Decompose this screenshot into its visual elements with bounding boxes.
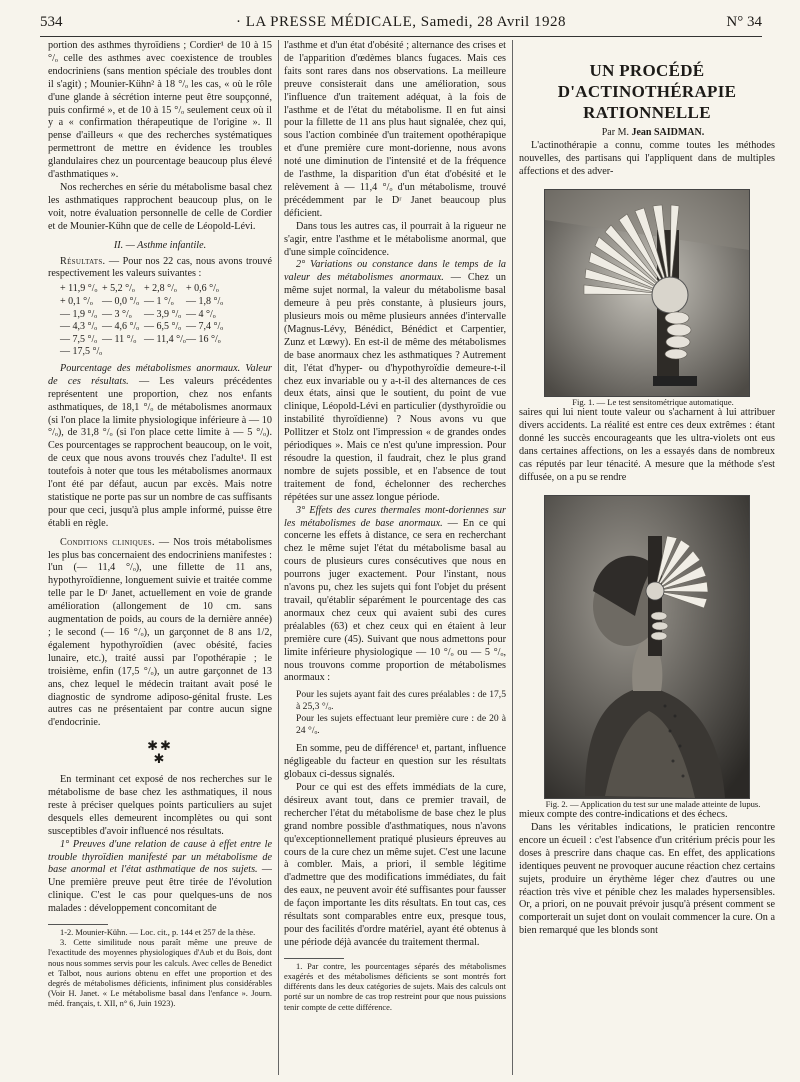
column-1 — [48, 40, 272, 1080]
column-divider — [512, 40, 513, 1075]
table-row — [60, 334, 272, 347]
table-cell: — 1,8 °/ₒ — [186, 295, 224, 307]
paragraph-text: — Une première preuve peut être tirée de l'évolution clinique. C'est le cas pour quelques-uns de nos malades : développement concomitant de — [48, 864, 272, 915]
table-cell: — 4,6 °/ₒ — [102, 321, 140, 333]
run-in-label: 1° Preuves d'une relation de cause à effet entre le trouble thyroïdien manifesté par un métabolisme de base anormal et l'état asthmatique de nos sujets. — [48, 838, 272, 876]
table-row — [60, 321, 272, 334]
table-cell: — 16 °/ₒ — [186, 333, 221, 345]
paragraph: L'actinothérapie a connu, comme toutes les méthodes nouvelles, des partisans qui l'appliquent dans de multiples affections et des adver- — [519, 139, 775, 177]
paragraph: Nos recherches en série du métabolisme basal chez les asthmatiques rapprochent beaucoup plus, on le voit, notre évaluation personnelle de celle de Cordier et de Mounier-Kühn que de celle de Léopold-Lévi. — [48, 181, 272, 232]
author-name: Jean SAIDMAN. — [631, 127, 705, 138]
paragraph: En terminant cet exposé de nos recherches sur le métabolisme de base chez les asthmatiques, il nous reste à préciser quelques points particuliers au sujet desquels elles demeurent incomplètes ou qui sont susceptibles d'avoir influencé nos résultats. — [48, 774, 272, 837]
paragraph — [284, 505, 506, 686]
byline — [519, 127, 775, 140]
paragraph-text: — Pour nos 22 cas, nous avons trouvé respectivement les valeurs suivantes : — [48, 255, 272, 280]
section-heading-text: II. — Asthme infantile. — [113, 239, 207, 251]
asterism: ✱✱ ✱ — [147, 738, 173, 767]
article-title: UN PROCÉDÉ D'ACTINOTHÉRAPIE RATIONNELLE — [557, 61, 737, 122]
table-row — [60, 283, 272, 296]
table-cell: + 5,2 °/ₒ — [102, 283, 135, 295]
paragraph: Pour ce qui est des effets immédiats de la cure, désireux avant tout, dans ce premier travail, de rechercher l'état du métabolisme de base chez le plus grand nombre possible d'asthmatiques, nous n'avons qu'exceptionnellement pratiqué plusieurs épreuves au cours de la cure chez un même sujet. C'est une lacune à combler. Mais, a priori, il semble légitime d'admettre que des modifications immédiates, du fait des eaux, ne peuvent avoir été suffisantes pour fausser de façon importante les dits résultats. En tout cas, ces résultats sont comparables entre eux, presque tous, pour des facilités d'ordre matériel, ayant été obtenus à une période déjà avancée du traitement thermal. — [284, 782, 506, 948]
column-2 — [284, 40, 506, 1080]
running-header — [40, 14, 762, 34]
table-cell: + 2,8 °/ₒ — [144, 283, 177, 295]
table-cell: — 17,5 °/ₒ — [60, 346, 103, 358]
paragraph — [48, 256, 272, 282]
run-in-label: 2° Variations ou constance dans le temps de la valeur des métabolismes anormaux. — [284, 259, 506, 284]
run-in-label: 3° Effets des cures thermales mont-doriennes sur les métabolismes de base anormaux. — [284, 504, 506, 529]
paragraph: Dans les véritables indications, le praticien rencontre encore un écueil : c'est l'absence d'un critérium précis pour les doses à prescrire dans chaque cas. En effet, des applications identiques peuvent ne provoquer aucune réaction chez certains sujets, produire un érythème léger chez d'autres ou une réaction très vive et pénible chez les malades hypersensibles. Or, a priori, on ne pouvait prévoir jusqu'à présent comment se comporterait un sujet dont on voulait commencer la cure. On a bien remarqué que les blonds sont — [519, 821, 775, 937]
paragraph-text: — Nos trois métabolismes les plus bas concernaient des endocriniens manifestes : l'un (— 11,4 °/ₒ), une fillette de 11 ans, hypothyroïdienne, longuement suivie et traitée comme telle par le Dʳ Janet, actuellement en voie de grande amélioration (allongement de 10 cm. sans augmentation de poids, au cours de la dernière année) ; le second (— 16 °/ₒ), un garçonnet de 8 ans 1/2, également hypothyroïdien (avec obésité, facies lunaire, etc.), traité aussi par l'opothérapie ; le troisième, enfin (17,5 °/ₒ), un autre garçonnet de 13 ans, chez lequel le médecin traitant avait posé le diagnostic de syndrome adiposo-génital fruste. Les autres cas ne présentaient par contre aucun signe d'endocrinie. — [48, 536, 272, 729]
paragraph-text: — Chez un même sujet normal, la valeur du métabolisme basal demeure à peu près constante, à plusieurs jours, plusieurs mois ou même plusieurs années d'intervalle (Magnus-Lévy, Bénédict, Bénédict et Carpentier, Zunz et Lœwy). En est-il de même des métabolismes de base anormaux chez les asthmatiques ? Autrement dit, l'état d'hyper- ou d'hypothyroïdie demeure-t-il chez eux invariable ou y a-t-il des alternances de ces deux états, ainsi que le soutient, du point de vue clinique, Léopold-Lévi en particulier (dysthyroïdie ou instabilité thyroïdienne) ? Nous avons vu que Pollitzer et Stolz ont l'impression « de grandes ondes périodiques ». Mais ce n'est qu'une impression. Pour résoudre la question, il faudrait, chez le plus grand nombre de sujets possible, et en l'absence de tout traitement de fond, échelonner des recherches répétées sur une assez longue période. — [284, 272, 506, 503]
table-cell: — 3 °/ₒ — [102, 308, 132, 320]
footnote-rule — [48, 924, 108, 925]
table-row — [60, 346, 272, 359]
paragraph: portion des asthmes thyroïdiens ; Cordier¹ de 10 à 15 °/ₒ celle des asthmes avec coexistence de troubles endocriniens (sans mention spéciale des troubles dont il s'agit) ; Mounier-Kühn² à 18 °/ₒ les cas, « où le rôle d'une glande à sécrétion interne peut être soupçonné, puis confirmé », et de 10 à 15 °/ₒ seulement ceux où il y a « confirmation thérapeutique de l'origine ». Il pense d'ailleurs « que des recherches systématiques permettront de mettre en évidence les troubles glandulaires chez un pourcentage beaucoup plus élevé d'asthmatiques ». — [48, 40, 272, 181]
footnote: 3. Cette similitude nous paraît même une preuve de l'exactitude des moyennes physiologiques d'Aub et du Bois, dont nous nous sommes servis pour les calculs. Avec celles de Benedict et Talbot, nous aurions obtenu en effet une proportion et des degrés de métabolismes déficients, infiniment plus considérables (Voir H. Janet. « Le métabolisme basal dans l'enfance ». Journ. méd. français, t. XII, n° 6, Juin 1923). — [48, 938, 272, 1009]
quote-line: Pour les sujets ayant fait des cures préalables : de 17,5 à 25,3 °/ₒ. — [296, 689, 506, 713]
column-divider — [278, 40, 279, 1075]
column-3 — [519, 40, 775, 1080]
figure-2-patient-photo — [544, 495, 750, 799]
figure-1-sensitometric-test-photo — [544, 189, 750, 397]
table-cell: — 11 °/ₒ — [102, 333, 137, 345]
table-cell: — 7,5 °/ₒ — [60, 333, 98, 345]
table-cell: + 0,6 °/ₒ — [186, 283, 219, 295]
table-cell: — 1,9 °/ₒ — [60, 308, 98, 320]
paragraph: En somme, peu de différence¹ et, partant, influence négligeable du facteur en question sur les résultats globaux ci-dessus signalés. — [284, 743, 506, 781]
paragraph: Dans tous les autres cas, il pourrait à la rigueur ne s'agir, entre l'asthme et le métabolisme anormal, que d'une simple coïncidence. — [284, 220, 506, 258]
table-cell: + 11,9 °/ₒ — [60, 283, 98, 295]
run-in-label: Résultats. — [60, 255, 106, 267]
table-cell: — 11,4 °/ₒ — [144, 333, 186, 345]
table-cell: — 4,3 °/ₒ — [60, 321, 98, 333]
paragraph — [48, 363, 272, 531]
quoted-results — [296, 689, 506, 737]
paragraph: saires qui lui nient toute valeur ou s'acharnent à lui attribuer divers accidents. La réalité est entre ces deux extrêmes : étant donné les succès encourageants que les ultra-violets ont eus dans certaines affections, on les a essayés dans de nombreux cas réputés par leur ténacité. A mesure que la méthode s'est diffusée, on a pu se rendre — [519, 407, 775, 483]
paragraph: l'asthme et d'un état d'obésité ; alternance des crises et de l'apparition d'œdèmes blancs fugaces. Mais ces faits sont rares dans nos observations. La meilleure preuve consisterait dans une amélioration, sous l'influence d'un traitement adéquat, à la fois de l'asthme et de l'état du métabolisme. Il en fut ainsi pour la fillette de 11 ans plus haut signalée, chez qui, sous l'action combinée d'un traitement opothérapique et d'une première cure mont-dorienne, nous avons noté une diminution de l'intensité et de la fréquence de l'asthme, la disparition d'un état d'obésité et le relèvement à — 11,4 °/ₒ d'un métabolisme, trouvé précédemment par le Dʳ Janet beaucoup plus déficient. — [284, 40, 506, 219]
figure-1-caption: Fig. 1. — Le test sensitométrique automatique. — [572, 396, 734, 407]
table-cell: — 3,9 °/ₒ — [144, 308, 182, 320]
header-rule — [40, 36, 762, 37]
values-table — [60, 283, 272, 359]
table-row — [60, 309, 272, 322]
quote-line: Pour les sujets effectuant leur première cure : de 20 à 24 °/ₒ. — [296, 713, 506, 737]
paragraph — [48, 839, 272, 916]
footnote-rule — [284, 958, 344, 959]
run-in-label: Pourcentage des métabolismes anormaux. Valeur de ces résultats. — [48, 362, 272, 387]
paragraph: mieux compte des contre-indications et des échecs. — [519, 809, 728, 821]
footnote: 1-2. Mounier-Kühn. — Loc. cit., p. 144 et 257 de la thèse. — [60, 928, 256, 938]
section-heading — [48, 240, 272, 253]
table-cell: — 0,0 °/ₒ — [102, 295, 140, 307]
page-number: 534 — [40, 14, 63, 30]
table-cell: — 1 °/ₒ — [144, 295, 174, 307]
table-cell: — 4 °/ₒ — [186, 308, 216, 320]
footnote: 1. Par contre, les pourcentages séparés des métabolismes exagérés et des métabolismes déficients se sont montrés fort différents dans les deux catégories de sujets. Mais des calculs ont porté sur un nombre de cas trop restreint pour que nous puissions tenir compte de cette différence. — [284, 961, 506, 1012]
byline-prefix: Par M. — [601, 127, 632, 138]
figure-2-caption: Fig. 2. — Application du test sur une malade atteinte de lupus. — [545, 798, 761, 809]
paragraph-text: — Les valeurs précédentes représentent une proportion, chez nos enfants asthmatiques, de 18,1 °/ₒ de métabolismes anormaux (si l'on place la limite physiologique inférieure à — 10 °/ₒ), de 31,8 °/ₒ (si l'on place cette limite à — 5 °/ₒ). Ces pourcentages se rapprochent beaucoup, on le voit, de ceux que nous avons trouvés chez l'adulte¹. Il est toutefois à noter que tous les métabolismes anormaux l'ont été par défaut, aucun par excès. Mais notre statistique ne porte pas sur un nombre de cas suffisants pour que ceci, jusqu'à plus ample informé, puisse être établi en règle. — [48, 375, 272, 529]
paragraph — [48, 537, 272, 731]
paragraph — [284, 259, 506, 504]
journal-title: · LA PRESSE MÉDICALE, Samedi, 28 Avril 1928 — [236, 14, 566, 30]
paragraph-text: — En ce qui concerne les effets à distance, ce sera en recherchant chez le même sujet l'état du métabolisme basal au cours de plusieurs cures consécutives que nous en pourrons juger exactement. Pour l'instant, nous n'avons pu, chez les sujets qui font l'objet du présent travail, qu'établir séparément le pourcentage des cas anormaux chez ceux qui avaient subi des cures préalables (63) et chez ceux qui en étaient à leur première cure (45). Suivant que nous admettons pour limite inférieure physiologique — 10 °/ₒ ou — 5 °/ₒ, nous trouvons comme proportion de métabolismes anormaux : — [284, 517, 506, 684]
table-cell: — 6,5 °/ₒ — [144, 321, 182, 333]
table-cell: — 7,4 °/ₒ — [186, 321, 224, 333]
table-cell: + 0,1 °/ₒ — [60, 295, 93, 307]
run-in-label: Conditions cliniques. — [60, 536, 155, 548]
table-row — [60, 296, 272, 309]
issue-number: N° 34 — [726, 14, 762, 30]
